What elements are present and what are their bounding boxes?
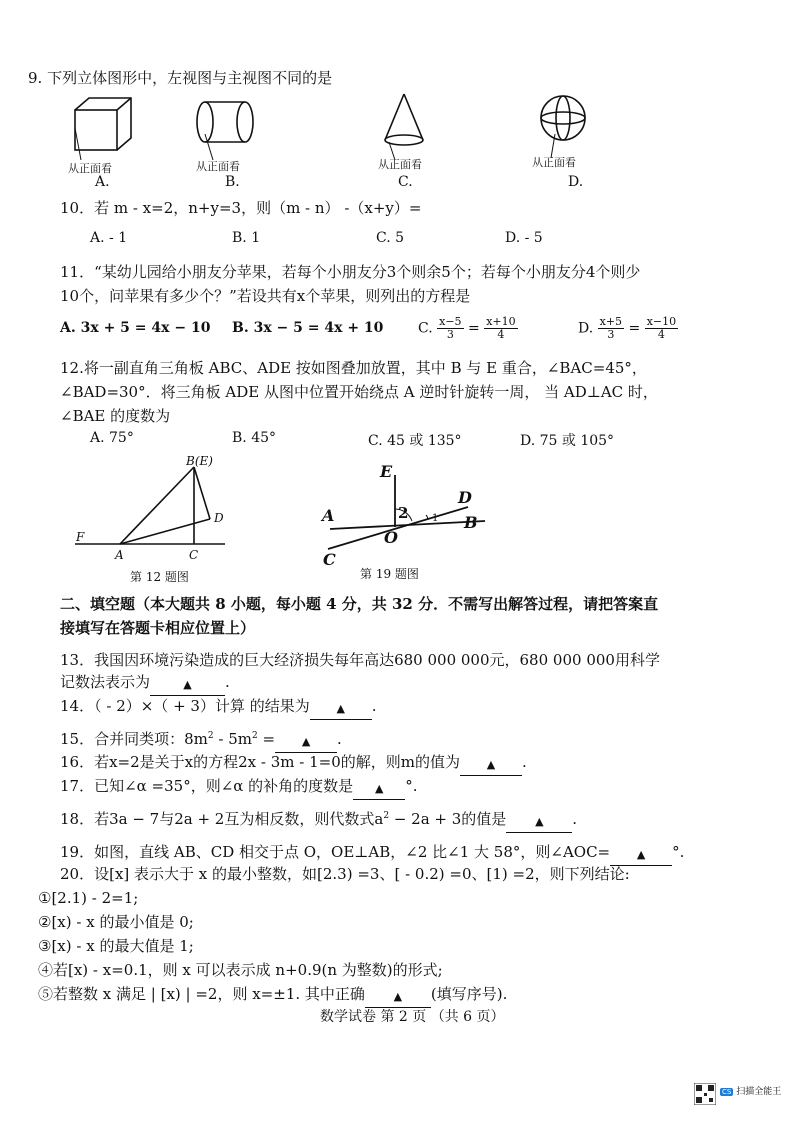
q11-option-a: A. 3x + 5 = 4x − 10	[60, 320, 211, 336]
fig19-label-b: B	[464, 513, 478, 532]
q11-option-d	[578, 316, 678, 341]
answer-triangle-icon: ▲	[393, 990, 403, 1003]
q19	[60, 842, 684, 865]
fraction	[484, 316, 517, 341]
fig12-label-a: A	[115, 548, 124, 562]
fig12-label-c: C	[189, 548, 199, 562]
q16-text: 16．若x=2是关于x的方程2x - 3m - 1=0的解，则m的值为	[60, 753, 460, 771]
q11-line1: 11．“某幼儿园给小朋友分苹果，若每个小朋友分3个则余5个；若每个小朋友分4个则少	[60, 263, 641, 281]
q20-item5-end: (填写序号).	[430, 985, 508, 1003]
q12-option-c: C. 45 或 135°	[368, 433, 462, 449]
q9-view-label-b: 从正面看	[196, 160, 240, 173]
q17-answer-blank[interactable]	[353, 777, 405, 800]
fig12-caption: 第 12 题图	[130, 570, 189, 584]
fraction-numerator: x−10	[646, 315, 677, 328]
q20-stem: 20．设[x] 表示大于 x 的最小整数，如[2.3) =3、[ - 0.2) =0、[1) =2，则下列结论:	[60, 865, 630, 883]
q14-end: .	[371, 697, 377, 715]
fig12-label-f: F	[76, 530, 85, 544]
q13-line2-end: .	[225, 673, 230, 691]
q20-item-2: ②[x) - x 的最小值是 0;	[38, 913, 194, 931]
q14-text: 14．（ - 2）×（ + 3）计算 的结果为	[60, 697, 310, 715]
fig12-label-d: D	[214, 511, 224, 525]
q12-option-a: A. 75°	[90, 430, 134, 446]
q20-item-5	[38, 984, 507, 1007]
q10-stem: 10．若 m - x=2，n+y=3，则（m - n） -（x+y）=	[60, 199, 422, 217]
q9-stem: 9. 下列立体图形中，左视图与主视图不同的是	[28, 69, 333, 87]
q20-answer-blank[interactable]	[365, 985, 431, 1008]
answer-triangle-icon: ▲	[301, 735, 311, 748]
q13-line1: 13．我国因环境污染造成的巨大经济损失每年高达680 000 000元，680 000 000用科学	[60, 651, 660, 669]
fraction-denominator: 4	[657, 328, 665, 341]
answer-triangle-icon: ▲	[636, 848, 646, 861]
q19-end: °.	[672, 843, 685, 861]
q15-text: 15．合并同类项：8m	[60, 730, 208, 748]
fraction-numerator: x+10	[486, 315, 516, 328]
q13-line2-text: 记数法表示为	[60, 673, 151, 691]
q15	[60, 726, 342, 752]
q11-option-b: B. 3x − 5 = 4x + 10	[232, 320, 384, 336]
fig19-label-d: D	[458, 488, 472, 507]
equals-sign: =	[468, 320, 480, 337]
q13-line2	[60, 672, 230, 695]
fraction-numerator: x−5	[439, 315, 462, 328]
answer-triangle-icon: ▲	[535, 815, 544, 828]
q9-option-d: D.	[568, 174, 584, 190]
q10-option-a: A. - 1	[90, 230, 128, 246]
q11-option-d-label: D.	[578, 320, 594, 337]
q15-exponent-2: 2	[251, 731, 258, 741]
q9-option-c: C.	[398, 174, 413, 190]
cs-logo-icon: CS	[722, 1088, 732, 1096]
page-footer: 数学试卷 第 2 页 （共 6 页）	[320, 1009, 505, 1025]
equals-sign: =	[628, 320, 641, 337]
answer-triangle-icon: ▲	[374, 782, 384, 795]
q17-end: °.	[405, 777, 418, 795]
q12-option-d: D. 75 或 105°	[520, 433, 615, 449]
fraction	[645, 316, 678, 341]
q20-item-3: ③[x) - x 的最大值是 1;	[38, 937, 194, 955]
section2-heading-line2: 接填写在答题卡相应位置上）	[60, 619, 256, 637]
q10-option-c: C. 5	[376, 230, 405, 246]
q17	[60, 776, 417, 799]
q11-line2: 10个，问苹果有多少个？”若设共有x个苹果，则列出的方程是	[60, 287, 471, 305]
q20-item-4: ④若[x) - x=0.1，则 x 可以表示成 n+0.9(n 为整数)的形式;	[38, 961, 443, 979]
fig12-label-b: B(E)	[186, 454, 213, 468]
q15-mid: - 5m	[213, 730, 252, 748]
q9-figures	[55, 92, 615, 187]
fig19-label-o: O	[384, 528, 398, 547]
q20-item-1: ①[2.1) - 2=1;	[38, 889, 139, 907]
q18-exponent: 2	[383, 811, 390, 821]
q15-answer-blank[interactable]	[275, 730, 337, 753]
q19-text: 19．如图，直线 AB、CD 相交于点 O，OE⊥AB，∠2 比∠1 大 58°，则∠AOC=	[60, 843, 611, 861]
cube-figure	[75, 98, 131, 160]
sphere-figure	[541, 96, 585, 158]
q16-end: .	[521, 753, 527, 771]
cone-figure	[385, 94, 423, 160]
fig19-label-e: E	[380, 462, 393, 481]
q10-option-b: B. 1	[232, 230, 261, 246]
cylinder-figure	[197, 102, 253, 160]
qr-code-icon	[694, 1083, 716, 1105]
fraction-denominator: 3	[607, 328, 615, 341]
q12-line3: ∠BAE 的度数为	[60, 407, 171, 425]
answer-triangle-icon: ▲	[183, 678, 192, 691]
fig19-label-2: 2	[398, 504, 409, 522]
q18-answer-blank[interactable]	[506, 810, 572, 833]
q9-option-b: B.	[225, 174, 240, 190]
q12-line1: 12.将一副直角三角板 ABC、ADE 按如图叠加放置，其中 B 与 E 重合，∠BAC=45°，	[60, 359, 647, 377]
answer-triangle-icon: ▲	[486, 758, 496, 771]
fig19-label-1: 1	[432, 513, 439, 524]
q15-end: .	[337, 730, 342, 748]
section2-heading-line1: 二、填空题（本大题共 8 小题，每小题 4 分，共 32 分．不需写出解答过程，请把答案直	[60, 595, 659, 613]
q19-answer-blank[interactable]	[610, 843, 672, 866]
fraction	[437, 316, 463, 341]
scanner-name: 扫描全能王	[736, 1087, 782, 1097]
q16-answer-blank[interactable]	[460, 753, 522, 776]
q9-view-label-c: 从正面看	[378, 158, 422, 171]
q16	[60, 752, 527, 775]
fraction-denominator: 4	[497, 328, 505, 341]
fraction-denominator: 3	[446, 328, 454, 341]
fig19-caption: 第 19 题图	[360, 567, 419, 581]
scanner-watermark	[694, 1083, 716, 1109]
q9-view-label-a: 从正面看	[68, 162, 112, 175]
q15-equals: =	[257, 730, 276, 748]
fig19-label-a: A	[322, 506, 335, 525]
q15-exponent-1: 2	[207, 731, 214, 741]
q14	[60, 696, 377, 719]
q18	[60, 806, 577, 832]
figure-12	[70, 455, 230, 565]
q17-text: 17．已知∠α =35°，则∠α 的补角的度数是	[60, 777, 354, 795]
scanner-brand	[720, 1084, 781, 1097]
q18-mid: − 2a + 3的值是	[389, 810, 507, 828]
q11-option-c-label: C.	[418, 320, 433, 337]
fraction	[598, 316, 624, 341]
q10-option-d: D. - 5	[505, 230, 543, 246]
q11-option-c	[418, 316, 518, 341]
q18-text: 18．若3a − 7与2a + 2互为相反数，则代数式a	[60, 810, 384, 828]
q9-option-a: A.	[95, 174, 110, 190]
q13-answer-blank[interactable]	[150, 673, 225, 696]
fig19-label-c: C	[323, 550, 336, 569]
q9-view-label-d: 从正面看	[532, 156, 576, 169]
answer-triangle-icon: ▲	[336, 702, 345, 715]
q20-item5-text: ⑤若整数 x 满足 | [x) | =2，则 x=±1. 其中正确	[38, 985, 365, 1003]
q14-answer-blank[interactable]	[310, 697, 372, 720]
q12-option-b: B. 45°	[232, 430, 277, 446]
q12-line2: ∠BAD=30°．将三角板 ADE 从图中位置开始绕点 A 逆时针旋转一周， 当 AD⊥AC 时，	[60, 383, 658, 401]
q18-end: .	[572, 810, 578, 828]
fraction-numerator: x+5	[599, 315, 623, 328]
